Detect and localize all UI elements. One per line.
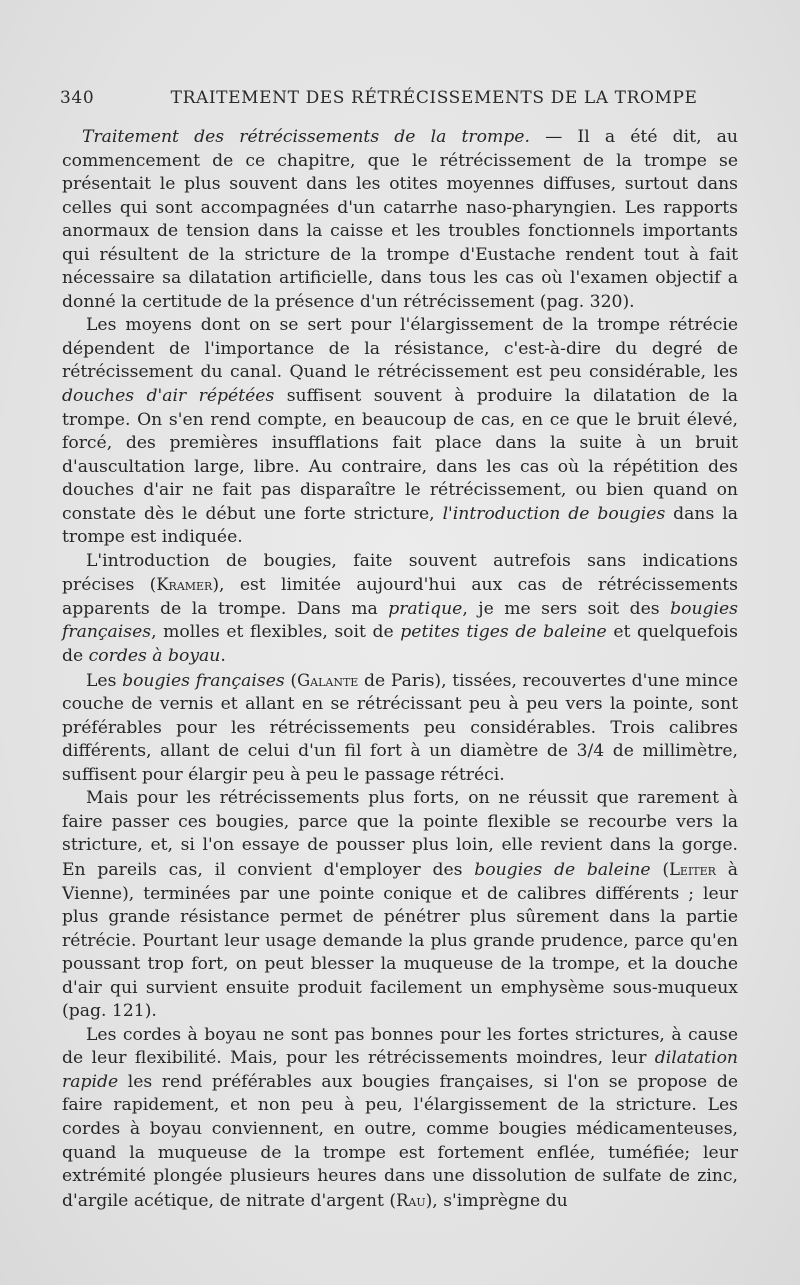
paragraph-3: L'introduction de bougies, faite souvent autrefois sans indications précises (Kramer), est limitée aujourd'hui aux cas de rétrécissements apparents de la trompe. Dans ma pratique, je me sers soit des bougies françaises, molles et flexibles, soit de petites tiges de baleine et quelquefois de cordes à boyau. [62,550,739,667]
author-name: Leiter [669,859,716,879]
body-text [62,126,738,1213]
paragraph-2: Les moyens dont on se sert pour l'élargissement de la trompe rétrécie dépendent de l'importance de la résistance, c'est-à-dire du degré de rétrécissement du canal. Quand le rétrécissement est peu considérable, les douches d'air répétées suffisent souvent à produire la dilatation de la trompe. On s'en rend compte, en beaucoup de cas, en ce que le bruit élevé, forcé, des premières insufflations fait place dans la suite à un bruit d'auscultation large, libre. Au contraire, dans les cas où la répétition des douches d'air ne fait pas disparaître le rétrécissement, ou bien quand on constate dès le début une forte stricture, l'introduction de bougies dans la trompe est indiquée. [62,315,738,548]
author-name: Rau [396,1190,426,1210]
page-number: 340 [60,88,95,108]
running-title: TRAITEMENT DES RÉTRÉCISSEMENTS DE LA TROMPE [170,88,698,108]
author-name: Galante [297,670,359,690]
author-name: Kramer [156,575,213,595]
paragraph-5: Mais pour les rétrécissements plus forts, on ne réussit que rarement à faire passer ces bougies, parce que la pointe flexible se recourbe vers la stricture, et, si l'on essaye de pousser plus loin, elle revient dans la gorge. En pareils cas, il convient d'employer des bougies de baleine (Leiter à Vienne), terminées par une pointe conique et de calibres différents ; leur plus grande résistance permet de pénétrer plus sûrement dans la partie rétrécie. Pourtant leur usage demande la plus grande prudence, parce qu'en poussant trop fort, on peut blesser la muqueuse de la trompe, et la douche d'air qui survient ensuite produit facilement un emphysème sous-muqueux (pag. 121). [62,788,739,1022]
paragraph-1: Traitement des rétrécissements de la trompe. — Il a été dit, au commencement de ce chapitre, que le rétrécissement de la trompe se présentait le plus souvent dans les otites moyennes diffuses, surtout dans celles qui sont accompagnées d'un catarrhe naso-pharyngien. Les rapports anormaux de tension dans la caisse et les troubles fonctionnels importants qui résultent de la stricture de la trompe d'Eustache rendent tout à fait nécessaire sa dilatation artificielle, dans tous les cas où l'examen objectif a donné la certitude de la présence d'un rétrécissement (pag. 320). [62,127,739,312]
paragraph-6: Les cordes à boyau ne sont pas bonnes pour les fortes strictures, à cause de leur flexibilité. Mais, pour les rétrécissements moindres, leur dilatation rapide les rend préférables aux bougies françaises, si l'on se propose de faire rapidement, et non peu à peu, l'élargissement de la stricture. Les cordes à boyau conviennent, en outre, comme bougies médicamenteuses, quand la muqueuse de la trompe est fortement enflée, tuméfiée; leur extrémité plongée plusieurs heures dans une dissolution de sulfate de zinc, d'argile acétique, de nitrate d'argent (Rau), s'imprègne du [62,1024,738,1211]
page-header [60,88,738,114]
paragraph-4: Les bougies françaises (Galante de Paris), tissées, recouvertes d'une mince couche de vernis et allant en se rétrécissant peu à peu vers la pointe, sont préférables pour les rétrécissements peu considérables. Trois calibres différents, allant de celui d'un fil fort à un diamètre de 3/4 de millimètre, suffisent pour élargir peu à peu le passage rétréci. [62,670,739,785]
section-heading: Traitement des rétrécissements de la trompe. [82,127,530,147]
